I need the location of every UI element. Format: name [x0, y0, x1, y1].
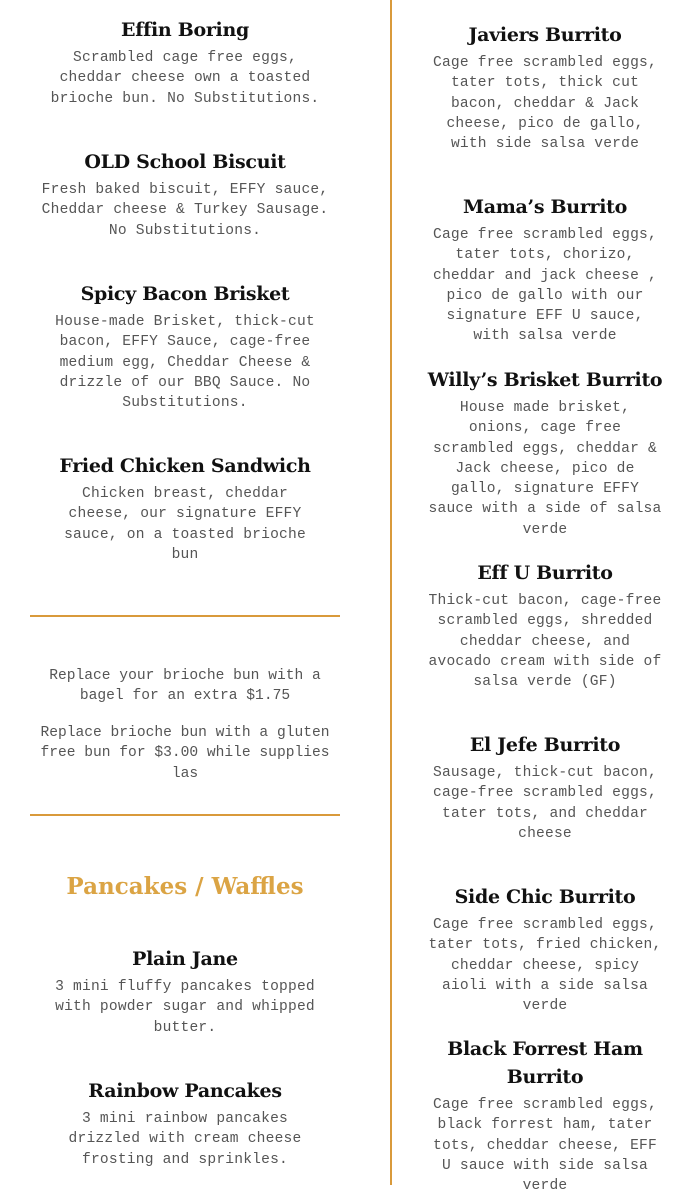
item-description: Cage free scrambled eggs, tater tots, fried chicken, cheddar cheese, spicy aioli with a side salsa verde [428, 917, 662, 1015]
item-title: Mama’s Burrito [462, 196, 628, 218]
menu-item [425, 366, 665, 540]
item-title: Effin Boring [121, 19, 249, 41]
item-title: Spicy Bacon Brisket [80, 283, 290, 305]
item-description: 3 mini fluffy pancakes topped with powder sugar and whipped butter. [55, 979, 315, 1036]
gluten-free-note: Replace brioche bun with a gluten free bun for $3.00 while supplies las [40, 725, 330, 782]
menu-item [425, 193, 665, 347]
item-description: Cage free scrambled eggs, black forrest ham, tater tots, cheddar cheese, EFF U sauce with side salsa verde [433, 1097, 657, 1195]
menu-item [30, 452, 340, 565]
item-description: Chicken breast, cheddar cheese, our signature EFFY sauce, on a toasted brioche bun [64, 486, 306, 563]
item-title: Javiers Burrito [468, 24, 622, 46]
menu-item [30, 1077, 340, 1170]
item-title: OLD School Biscuit [84, 151, 286, 173]
item-description: 3 mini rainbow pancakes drizzled with cream cheese frosting and sprinkles. [68, 1111, 302, 1168]
item-title: Fried Chicken Sandwich [59, 455, 311, 477]
right-column [425, 0, 665, 1195]
item-description: House made brisket, onions, cage free scrambled eggs, cheddar & Jack cheese, pico de gallo, signature EFFY sauce with a side of salsa verde [428, 400, 662, 538]
column-divider [390, 0, 392, 1185]
item-title: Eff U Burrito [477, 562, 613, 584]
menu-item [425, 731, 665, 844]
menu-item [425, 21, 665, 154]
item-description: Cage free scrambled eggs, tater tots, thick cut bacon, cheddar & Jack cheese, pico de gallo, with side salsa verde [433, 55, 657, 153]
menu-item [30, 280, 340, 413]
item-title: Plain Jane [132, 948, 238, 970]
menu-item [30, 148, 340, 241]
item-description: Scrambled cage free eggs, cheddar cheese own a toasted brioche bun. No Substitutions. [50, 50, 320, 107]
item-title: Willy’s Brisket Burrito [427, 369, 663, 391]
item-description: Thick-cut bacon, cage-free scrambled eggs, shredded cheddar cheese, and avocado cream with side of salsa verde (GF) [428, 593, 662, 691]
item-description: House-made Brisket, thick-cut bacon, EFFY Sauce, cage-free medium egg, Cheddar Cheese & drizzle of our BBQ Sauce. No Substitutions. [55, 314, 315, 412]
menu-item [30, 945, 340, 1038]
item-title: Rainbow Pancakes [88, 1080, 282, 1102]
item-title: El Jefe Burrito [469, 734, 621, 756]
section-divider [30, 615, 340, 617]
item-description: Sausage, thick-cut bacon, cage-free scrambled eggs, tater tots, and cheddar cheese [433, 765, 657, 842]
menu-item [425, 559, 665, 692]
section-divider [30, 814, 340, 816]
menu-item [425, 883, 665, 1016]
bagel-note: Replace your brioche bun with a bagel for an extra $1.75 [49, 668, 321, 705]
menu-item [30, 16, 340, 109]
left-column [30, 0, 340, 1185]
menu-item [425, 1035, 665, 1196]
item-title: Side Chic Burrito [454, 886, 636, 908]
item-description: Cage free scrambled eggs, tater tots, chorizo, cheddar and jack cheese , pico de gallo with our signature EFF U sauce, with salsa verde [433, 227, 657, 345]
item-title: Black Forrest Ham Burrito [447, 1038, 643, 1088]
item-description: Fresh baked biscuit, EFFY sauce, Cheddar cheese & Turkey Sausage. No Substitutions. [41, 182, 329, 239]
section-heading: Pancakes / Waffles [66, 873, 304, 900]
